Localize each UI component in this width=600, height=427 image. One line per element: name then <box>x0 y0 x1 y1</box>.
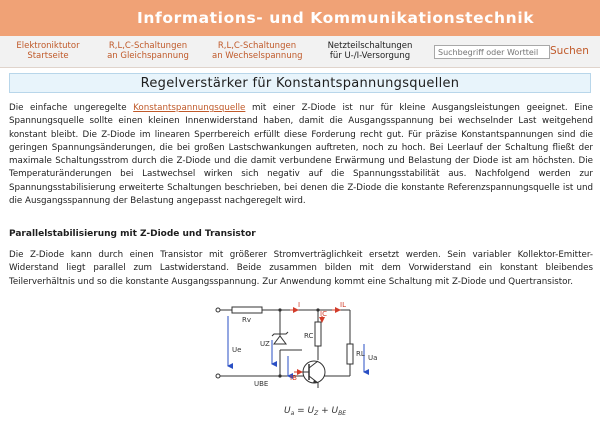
rc-resistor <box>315 322 321 346</box>
input-terminal-top <box>216 308 220 312</box>
intro-text-rest: mit einer Z-Diode ist nur für kleine Ausgangsleistungen geeignet. Eine Spannungsquelle sollte einen kleinen Innenwiderstand haben, damit die Ausgangsspannung bei wechselnder Last weitgehend konstant bleibt. Die Z-Diode im linearen Sperrbereich erfüllt diese Forderung recht gut. Für präzise Konstantspannungen sind die geringen Spannungsänderungen, die bei großen Lastschwankungen auftreten, noch zu hoch. Bei Leerlauf der Schaltung fließt der maximale Schaltungsstrom durch die Z-Diode und die damit verbundene Erwärmung und Belastung der Diode ist am höchsten. Die Temperaturänderungen bei Lastwechsel wirken sich negativ auf die Spannungsstabilität aus. Nachfolgend werden zur Spannungsstabilisierung erweiterte Schaltungen beschrieben, bei denen die Z-Diode die konstante Referenzspannungsquelle ist und die Ausgangsspannung der Belastung angepasst nachgeregelt wird. <box>9 103 593 207</box>
nav-item-dc-line1: R,L,C-Schaltungen <box>108 41 188 51</box>
nav-item-home[interactable] <box>13 41 83 61</box>
nav-item-ac-circuits[interactable] <box>212 41 302 61</box>
circuit-diagram <box>210 300 400 427</box>
nav-item-psu-line1: Netzteilschaltungen <box>327 41 413 51</box>
junction-dot <box>278 374 281 377</box>
uz-label: UZ <box>260 340 270 348</box>
transistor <box>302 361 325 383</box>
site-banner <box>0 0 600 36</box>
ib-label: IB <box>290 374 297 382</box>
nav-item-dc-line2: an Gleichspannung <box>107 51 189 61</box>
ic-label: IC <box>320 310 327 318</box>
output-voltage-formula: $U_a = U_Z + U_{BE}$ <box>284 406 347 417</box>
intro-paragraph <box>9 102 593 208</box>
search-input[interactable] <box>434 45 550 59</box>
rl-label: RL <box>356 350 365 358</box>
input-terminal-bottom <box>216 374 220 378</box>
ue-label: Ue <box>232 346 242 354</box>
nav-item-home-line1: Elektroniktutor <box>16 41 80 51</box>
ube-label: UBE <box>254 380 269 388</box>
page-title: Regelverstärker für Konstantspannungsquellen <box>9 73 591 93</box>
intro-text-start: Die einfache ungeregelte <box>9 103 134 113</box>
rc-label: RC <box>304 332 314 340</box>
nav-item-dc-circuits[interactable] <box>106 41 190 61</box>
section-heading: Parallelstabilisierung mit Z-Diode und Transistor <box>9 229 256 239</box>
nav-item-home-line2: Startseite <box>27 51 69 61</box>
il-label: IL <box>340 301 346 309</box>
rl-resistor <box>347 344 353 364</box>
ua-label: Ua <box>368 354 378 362</box>
nav-item-ac-line2: an Wechselspannung <box>212 51 303 61</box>
search-button[interactable]: Suchen <box>550 45 589 57</box>
section-paragraph: Die Z-Diode kann durch einen Transistor mit größerer Stromverträglichkeit ersetzt werden. Sein variabler Kollektor-Emitter-Widerstand liegt parallel zum Lastwiderstand. Beide zusammen bilden mit dem Vorwiderstand ein konstant bleibendes Teilerverhältnis und so die konstante Ausgangsspannung. Zur Anwendung kommt eine Schaltung mit Z-Diode und Quertransistor. <box>9 250 593 287</box>
rv-resistor <box>232 307 262 313</box>
nav-item-power-supply[interactable] <box>325 41 415 61</box>
rv-label: Rv <box>242 316 252 324</box>
constant-voltage-source-link[interactable]: Konstantspannungsquelle <box>133 103 246 113</box>
nav-item-psu-line2: für U-/I-Versorgung <box>329 51 411 61</box>
nav-item-ac-line1: R,L,C-Schaltungen <box>217 41 297 51</box>
zener-diode <box>272 332 288 344</box>
i-label: I <box>298 301 301 309</box>
junction-dot <box>278 308 281 311</box>
site-title: Informations- und Kommunikationstechnik <box>137 9 535 27</box>
